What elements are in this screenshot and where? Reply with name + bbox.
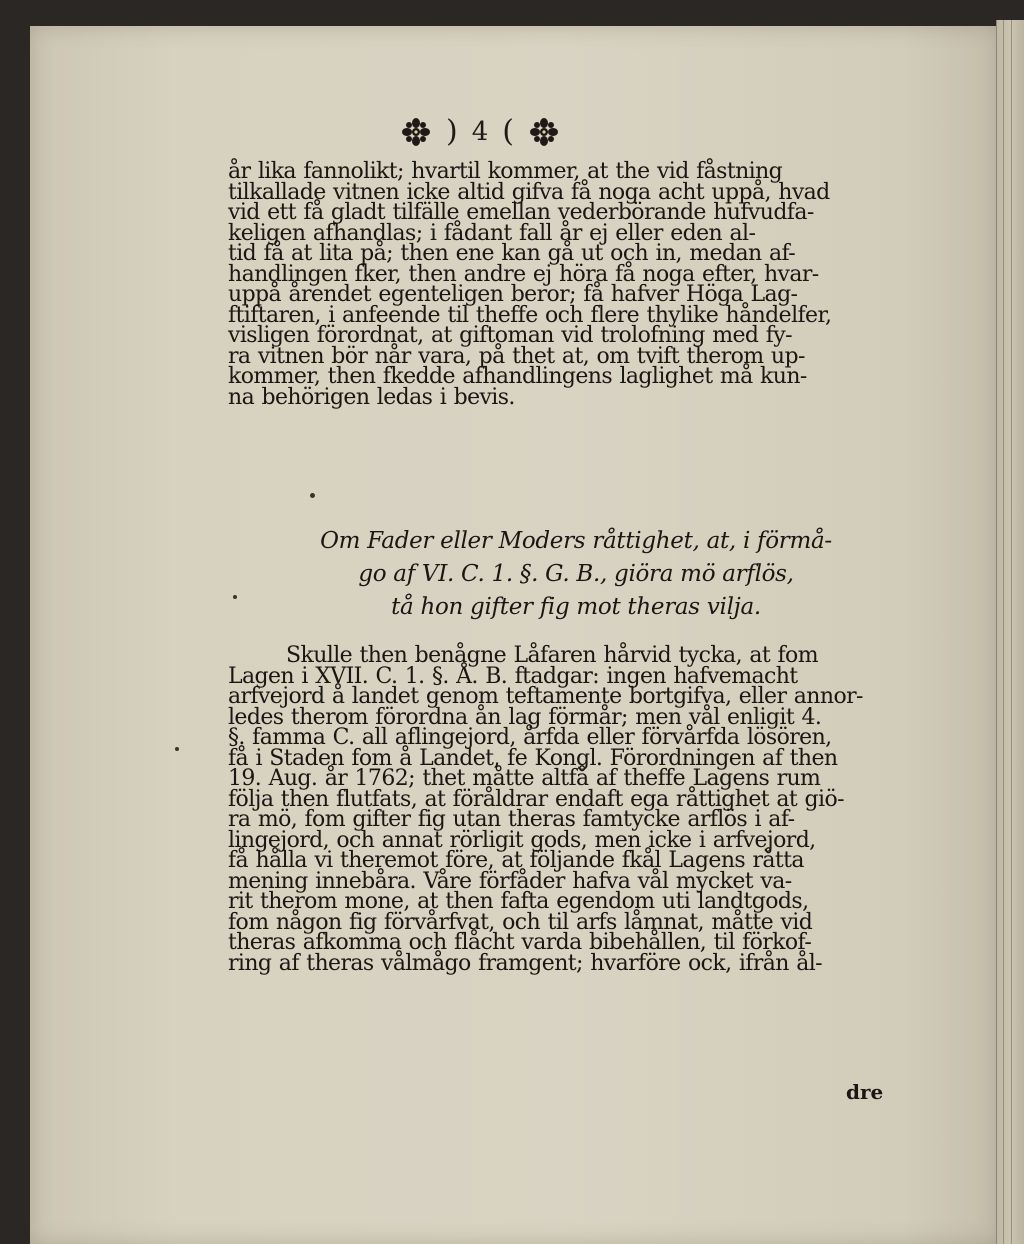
text-line: Skulle then benågne Låfaren hårvid tycka, at fom	[286, 643, 818, 668]
text-line: fom någon fig förvårfvat, och til arfs låmnat, måtte vid	[228, 909, 813, 935]
ink-speck	[175, 747, 179, 751]
section-heading	[236, 525, 916, 624]
text-line: theras afkomma och flåcht varda bibehållen, til förkof-	[228, 930, 812, 955]
text-line: arfvejord å landet genom teftamente bortgifva, eller annor-	[228, 684, 863, 709]
ink-speck	[310, 493, 315, 498]
header-right-bracket: (	[502, 114, 514, 149]
text-line: få hålla vi theremot före, at följande fkål Lagens råtta	[228, 848, 804, 873]
text-line: lingejord, och annat rörligit gods, men icke i arfvejord,	[228, 827, 816, 853]
text-line: ring af theras vålmågo framgent; hvarföre ock, ifrån ål-	[228, 950, 823, 976]
text-line: 19. Aug. år 1762; thet måtte altfå af theffe Lagens rum	[228, 766, 821, 791]
header-left-bracket: )	[446, 114, 458, 149]
text-line: ra mö, fom gifter fig utan theras famtycke arflös i af-	[228, 807, 795, 832]
text-line: keligen afhandlas; i fådant fall år ej eller eden al-	[228, 220, 756, 246]
heading-line: Om Fader eller Moders råttighet, at, i förmå-	[320, 528, 832, 554]
text-line: Lagen i XVII. C. 1. §. Å. B. ftadgar: ingen hafvemacht	[228, 663, 798, 689]
heading-line: tå hon gifter fig mot theras vilja.	[391, 594, 761, 620]
text-line: tid få at lita på; then ene kan gå ut och in, medan af-	[228, 241, 796, 266]
text-line: ra vitnen bör når vara, på thet at, om tvift therom up-	[228, 343, 805, 369]
paragraph-1	[228, 159, 832, 410]
text-line: mening innebåra. Våre förfåder hafva vål mycket va-	[228, 868, 792, 894]
catchword: dre	[846, 1080, 884, 1104]
text-line: handlingen fker, then andre ej höra få noga efter, hvar-	[228, 261, 819, 287]
text-line: ftiftaren, i anfeende til theffe och flere thylike håndelfer,	[228, 302, 832, 328]
text-line: uppå årendet egenteligen beror; få hafver Höga Lag-	[228, 282, 798, 307]
ink-speck	[233, 595, 237, 599]
page-header	[400, 112, 720, 152]
text-line: följa then flutfats, at föråldrar endaft ega råttighet at giö-	[228, 786, 844, 812]
paragraph-2	[228, 643, 863, 976]
text-line: kommer, then fkedde afhandlingens laglighet må kun-	[228, 364, 807, 389]
text-line: tilkallade vitnen icke altid gifva få noga acht uppå, hvad	[228, 179, 830, 205]
flower-ornament-icon	[400, 117, 432, 147]
text-line: na behörigen ledas i bevis.	[228, 384, 515, 410]
text-line: år lika fannolikt; hvartil kommer, at the vid fåstning	[228, 159, 783, 184]
text-line: få i Staden fom å Landet, fe Kongl. Förordningen af then	[228, 745, 838, 771]
text-line: §. famma C. all aflingejord, årfda eller förvårfda lösören,	[228, 725, 832, 750]
text-line: vid ett få gladt tilfälle emellan vederbörande hufvudfa-	[228, 200, 814, 225]
text-line: ledes therom förordna ån lag förmår; men vål enligit 4.	[228, 704, 822, 730]
text-line: rit therom mone, at then fafta egendom uti landtgods,	[228, 889, 809, 914]
page-edge	[996, 20, 1024, 1244]
heading-line: go af VI. C. 1. §. G. B., giöra mö arflös,	[358, 561, 794, 587]
page-number: 4	[471, 117, 489, 147]
flower-ornament-icon	[528, 117, 560, 147]
text-line: visligen förordnat, at giftoman vid trolofning med fy-	[228, 323, 792, 348]
